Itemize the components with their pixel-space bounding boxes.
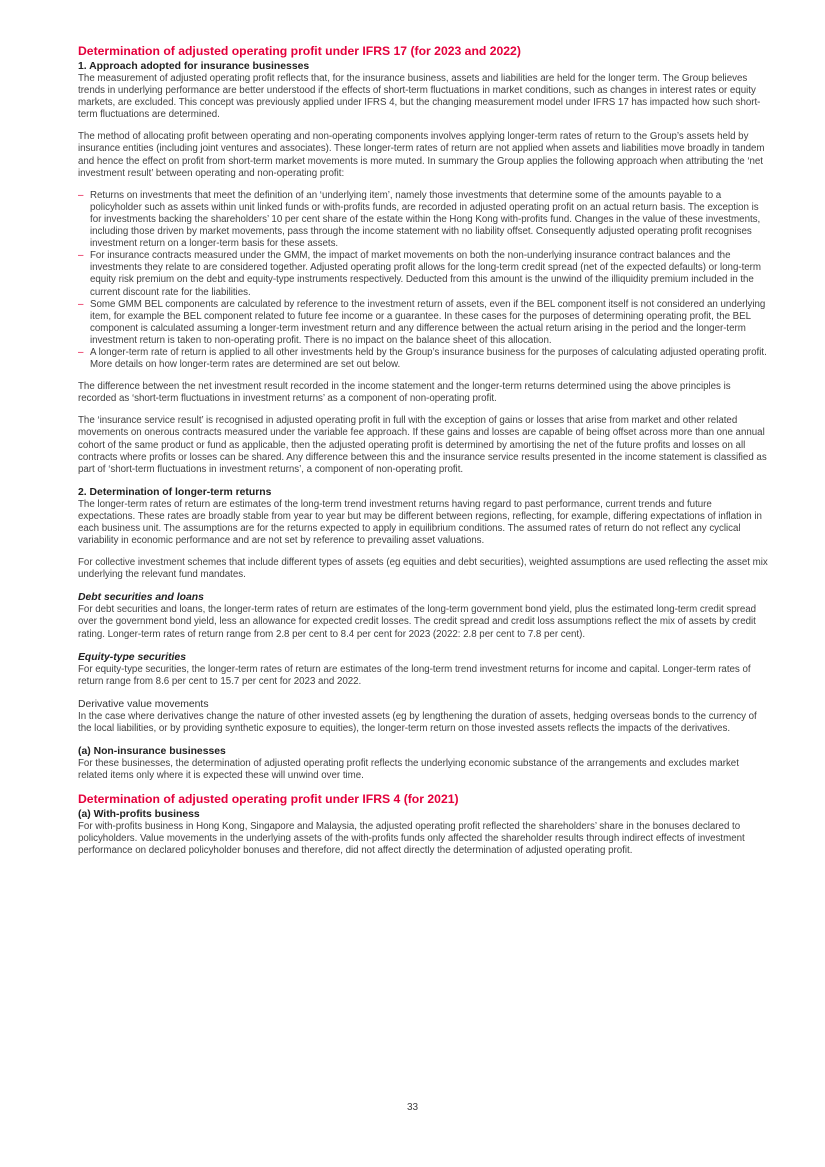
dash-marker: – — [78, 250, 84, 262]
paragraph: The measurement of adjusted operating profit reflects that, for the insurance business, assets and liabilities are held for the longer term. The Group believes trends in underlying performance are better understood if the effects of short-term fluctuations in market conditions, such as changes in interest rates or equity markets, are excluded. This concept was previously applied under IFRS 4, but the changing measurement model under IFRS 17 has impacted how such short-term fluctuations are determined. — [78, 73, 761, 121]
heading-debt-securities: Debt securities and loans — [78, 592, 204, 604]
paragraph: In the case where derivatives change the nature of other invested assets (eg by lengthening the duration of assets, hedging overseas bonds to the currency of the local liabilities, or by providing synthetic exposure to equities), the longer-term return on those invested assets reflects the impacts of the derivatives. — [78, 710, 757, 734]
paragraph: The longer-term rates of return are estimates of the long-term trend investment returns having regard to past performance, current trends and future expectations. These rates are broadly stable from year to year but may be different between regions, reflecting, for example, differing expectations of inflation in each business unit. The assumptions are for the returns expected to apply in equilibrium conditions. The assumed rates of return do not reflect any cyclical variability in economic performance and are not set by reference to prevailing asset valuations. — [78, 498, 762, 547]
dash-marker: – — [78, 346, 84, 358]
document-page — [78, 44, 768, 868]
heading-approach-insurance: 1. Approach adopted for insurance businesses — [78, 61, 310, 72]
page-number: 33 — [406, 1102, 419, 1113]
paragraph: For with-profits business in Hong Kong, Singapore and Malaysia, the adjusted operating profit reflected the shareholders’ share in the bonuses declared to policyholders. Value movements in the underlying assets of the with-profits funds only affected the shareholder results through indirect effects of investment performance on declared policyholder bonuses and therefore, did not affect directly the determination of adjusted operating profit. — [78, 821, 745, 857]
list-item: – Returns on investments that meet the definition of an ‘underlying item’, namely those investments that determine some of the amounts payable to a policyholder such as assets within unit linked funds or with-profits funds, are recorded in adjusted operating profit on an actual return basis. The exception is for investments backing the shareholders’ 10 per cent share of the estate within the Hong Kong with-profits fund. Changes in the value of these investments, including those driven by market movements, pass through the income statement with no liability offset. Consequently adjusted operating profit recognises investment return on a longer-term basis for these assets. — [78, 189, 761, 250]
list-item: – A longer-term rate of return is applied to all other investments held by the Group’s insurance business for the purposes of calculating adjusted operating profit. More details on how longer-term rates are determined are set out below. — [78, 346, 767, 371]
heading-equity-securities: Equity-type securities — [78, 651, 186, 663]
paragraph: For equity-type securities, the longer-term rates of return are estimates of the long-term trend investment returns for income and capital. Longer-term rates of return range from 8.6 per cent to 15.7 per cent for 2023 and 2022. — [78, 663, 751, 687]
heading-derivative-movements: Derivative value movements — [78, 698, 209, 710]
paragraph: The method of allocating profit between operating and non-operating components involves applying longer-term rates of return to the Group’s assets held by insurance entities (including joint ventures and associates). These longer-term rates of return are not applied when assets and liabilities move broadly in tandem and hence the effect on profit from short-term market movements is more muted. In summary the Group applies the following approach when attributing the ‘net investment result’ between operating and non-operating profit: — [78, 131, 765, 179]
paragraph: The difference between the net investment result recorded in the income statement and the longer-term returns determined using the above principles is recorded as ‘short-term fluctuations in investment returns’ as a component of non-operating profit. — [78, 381, 731, 405]
list-item: – For insurance contracts measured under the GMM, the impact of market movements on both the non-underlying insurance contract balances and the investments they relate to are considered together. Adjusted operating profit allows for the long-term credit spread (net of the expected defaults) or long-term equity risk premium on the debt and equity-type instruments respectively. Deducted from this amount is the unwind of the illiquidity premium included in the current discount rate for the liabilities. — [78, 250, 762, 298]
paragraph: For these businesses, the determination of adjusted operating profit reflects the underlying economic substance of the arrangements and excludes market related items only where it is expected these will unwind over time. — [78, 758, 739, 782]
paragraph: For debt securities and loans, the longer-term rates of return are estimates of the long-term government bond yield, plus the estimated long-term credit spread over the government bond yield, less an allowance for expected credit losses. The credit spread and credit loss assumptions reflect the mix of assets by credit rating. Longer-term rates of return range from 2.8 per cent to 8.4 per cent for 2023 (2022: 2.8 per cent to 7.8 per cent). — [78, 604, 757, 640]
dash-marker: – — [78, 189, 84, 201]
paragraph: The ‘insurance service result’ is recognised in adjusted operating profit in full with the exception of gains or losses that arise from market and other related movements on onerous contracts measured under the variable fee approach. If these gains and losses are capable of being offset across more than one annual cohort of the same product or fund as applicable, then the adjusted operating profit is determined by amortising the net of the future profits and losses on all contracts where profits or losses can be shared. Any difference between this and the insurance service results presented in the income statement is classified as part of ‘short-term fluctuations in investment returns’, a component of non-operating profit. — [78, 415, 767, 475]
heading-longer-term-returns: 2. Determination of longer-term returns — [78, 486, 272, 498]
heading-non-insurance: (a) Non-insurance businesses — [78, 746, 226, 758]
section-title-ifrs17: Determination of adjusted operating profit under IFRS 17 (for 2023 and 2022) — [78, 44, 521, 58]
list-item: – Some GMM BEL components are calculated by reference to the investment return of assets, even if the BEL component itself is not considered an underlying item, for example the BEL component related to future fee income or a guarantee. In these cases for the purposes of determining operating profit, the BEL component is calculated assuming a longer-term investment return and any difference between the actual return arising in the period and the longer-term investment return is taken to non-operating profit. There is no impact on the balance sheet of this allocation. — [78, 298, 766, 346]
heading-with-profits: (a) With-profits business — [78, 809, 200, 821]
dash-marker: – — [78, 298, 84, 310]
bullet-list — [78, 190, 768, 371]
paragraph: For collective investment schemes that include different types of assets (eg equities and debt securities), weighted assumptions are used reflecting the asset mix underlying the relevant fund mandates. — [78, 557, 768, 581]
section-title-ifrs4: Determination of adjusted operating profit under IFRS 4 (for 2021) — [78, 792, 459, 807]
